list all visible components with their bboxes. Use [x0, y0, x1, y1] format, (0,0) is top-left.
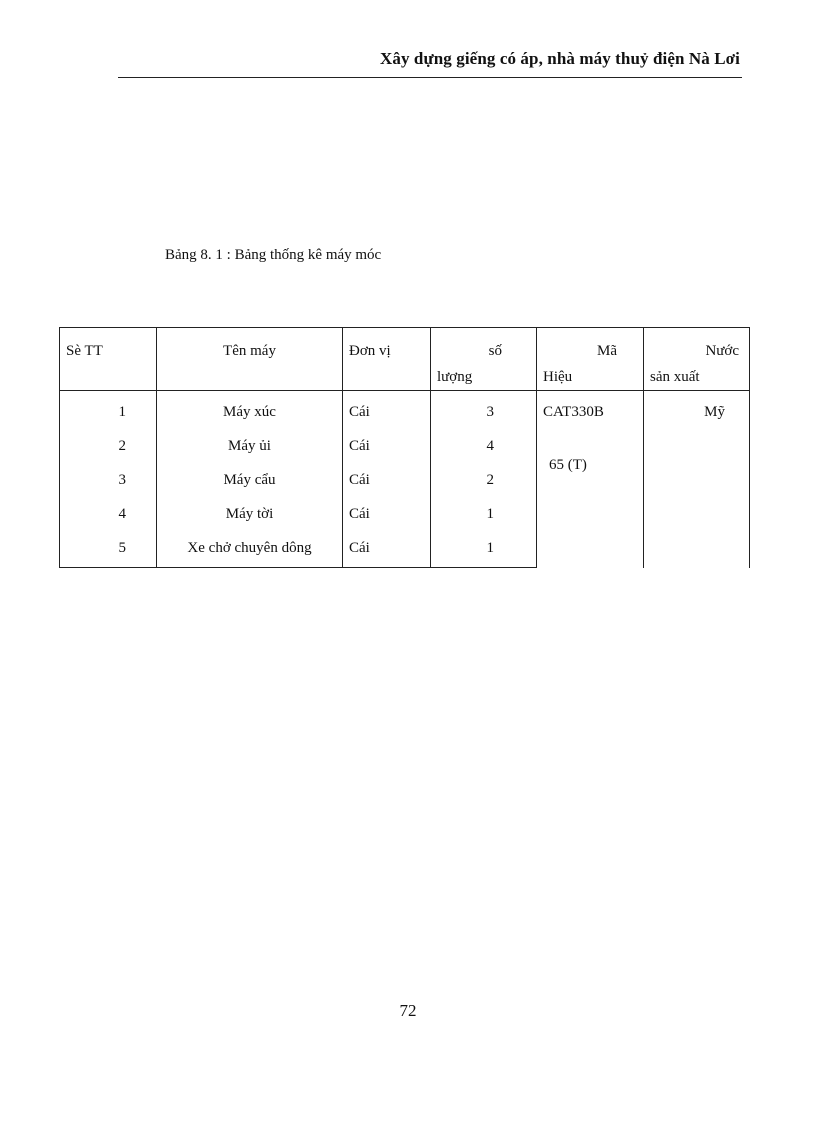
cell-stt: 4	[60, 497, 157, 531]
cell-unit: Cái	[343, 463, 431, 497]
cell-quantity: 1	[431, 531, 537, 568]
cell-unit: Cái	[343, 391, 431, 430]
cell-quantity: 1	[431, 497, 537, 531]
table-caption: Bảng 8. 1 : Bảng thống kê máy móc	[165, 247, 382, 263]
header-unit: Đơn vị	[343, 328, 431, 391]
model-code-line1: CAT330B	[543, 404, 604, 420]
cell-stt: 3	[60, 463, 157, 497]
model-code-line2: 65 (T)	[549, 457, 587, 473]
cell-stt: 1	[60, 391, 157, 430]
header-stt: Sè TT	[60, 328, 157, 391]
header-quantity	[431, 328, 537, 391]
cell-model-code	[537, 391, 644, 568]
header-divider	[118, 77, 742, 78]
cell-machine-name: Máy ủi	[157, 429, 343, 463]
cell-unit: Cái	[343, 531, 431, 568]
table-header-row	[60, 328, 750, 391]
cell-machine-name: Máy tời	[157, 497, 343, 531]
cell-quantity: 3	[431, 391, 537, 430]
cell-unit: Cái	[343, 429, 431, 463]
machine-statistics-table	[59, 327, 750, 568]
header-country	[644, 328, 750, 391]
cell-machine-name: Máy xúc	[157, 391, 343, 430]
cell-country: Mỹ	[644, 391, 750, 568]
cell-machine-name: Máy cẩu	[157, 463, 343, 497]
cell-stt: 2	[60, 429, 157, 463]
cell-quantity: 4	[431, 429, 537, 463]
cell-quantity: 2	[431, 463, 537, 497]
cell-stt: 5	[60, 531, 157, 568]
header-country-line1: Nước	[705, 343, 739, 359]
page-number: 72	[399, 1001, 417, 1020]
cell-machine-name: Xe chở chuyên dông	[157, 531, 343, 568]
header-quantity-line2: lượng	[437, 369, 473, 385]
cell-unit: Cái	[343, 497, 431, 531]
header-model-code-line1: Mã	[597, 343, 617, 359]
table-row	[60, 391, 750, 430]
running-header-title: Xây dựng giếng có áp, nhà máy thuỷ điện Nà Lơi	[379, 49, 740, 68]
header-model-code-line2: Hiệu	[543, 369, 573, 385]
header-country-line2: sản xuất	[650, 369, 700, 385]
header-model-code	[537, 328, 644, 391]
header-quantity-line1: số	[488, 343, 502, 359]
header-machine-name: Tên máy	[157, 328, 343, 391]
